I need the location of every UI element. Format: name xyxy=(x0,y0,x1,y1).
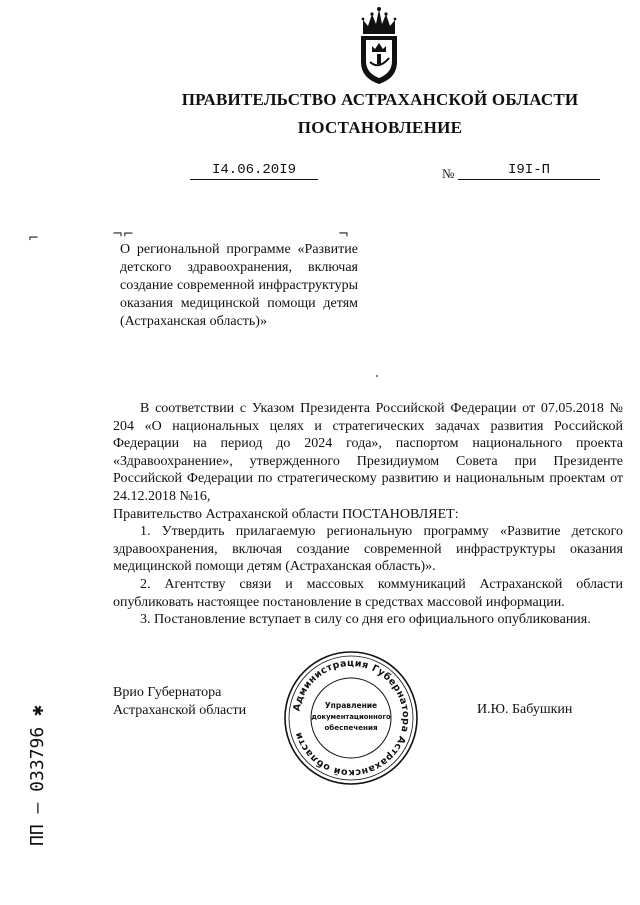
signatory-position-line2: Астраханской области xyxy=(113,703,247,718)
coat-of-arms-icon xyxy=(355,6,403,86)
document-number: I9I-П xyxy=(458,162,600,180)
document-body xyxy=(113,400,623,629)
body-paragraph-item-1: 1. Утвердить прилагаемую региональную программу «Развитие детского здравоохранения, включая создание современной инфраструктуры оказания медицинской помощи детям (Астраханская область)». xyxy=(113,524,623,575)
stamp-inner-line2: документационного xyxy=(311,713,391,721)
corner-mark-subject-left: ¬⌐ xyxy=(112,227,134,242)
stamp-inner-line1: Управление xyxy=(324,701,378,710)
body-paragraph-item-3: 3. Постановление вступает в силу со дня его официального опубликования. xyxy=(140,612,591,628)
form-serial-text: ПП – 033796 ✱ xyxy=(27,705,48,846)
body-paragraph-item-2: 2. Агентству связи и массовых коммуникаций Астраханской области опубликовать настоящее постановление в средствах массовой информации. xyxy=(113,576,623,610)
document-subject: О региональной программе «Развитие детского здравоохранения, включая создание современной инфраструктуры оказания медицинской помощи детям (Астраханская область)» xyxy=(120,242,358,329)
signatory-name: И.Ю. Бабушкин xyxy=(477,702,573,717)
body-paragraph-resolves: Правительство Астраханской области ПОСТАНОВЛЯЕТ: xyxy=(113,506,459,522)
corner-mark-left: ⌐ xyxy=(28,231,39,246)
signatory-position-line1: Врио Губернатора xyxy=(113,685,222,700)
stray-dot xyxy=(376,375,378,377)
official-stamp xyxy=(283,650,419,786)
document-date: I4.06.20I9 xyxy=(190,162,318,180)
stamp-inner-line3: обеспечения xyxy=(324,723,378,732)
number-sign: № xyxy=(442,166,455,181)
document-type: ПОСТАНОВЛЕНИЕ xyxy=(297,118,463,137)
corner-mark-subject-right: ¬ xyxy=(338,227,349,242)
form-serial-code xyxy=(23,688,53,848)
signatory-position xyxy=(113,684,246,720)
government-title: ПРАВИТЕЛЬСТВО АСТРАХАНСКОЙ ОБЛАСТИ xyxy=(181,90,579,109)
stamp-outer-text: Администрация Губернатора Астраханской области xyxy=(291,657,412,779)
body-paragraph-preamble: В соответствии с Указом Президента Российской Федерации от 07.05.2018 № 204 «О национальных целях и стратегических задачах развития Российской Федерации на период до 2024 года», паспортом национального проекта «Здравоохранение», утвержденного Президиумом Совета при Президенте Российской Федерации по стратегическому развитию и национальным проектам от 24.12.2018 №16, xyxy=(113,401,623,504)
